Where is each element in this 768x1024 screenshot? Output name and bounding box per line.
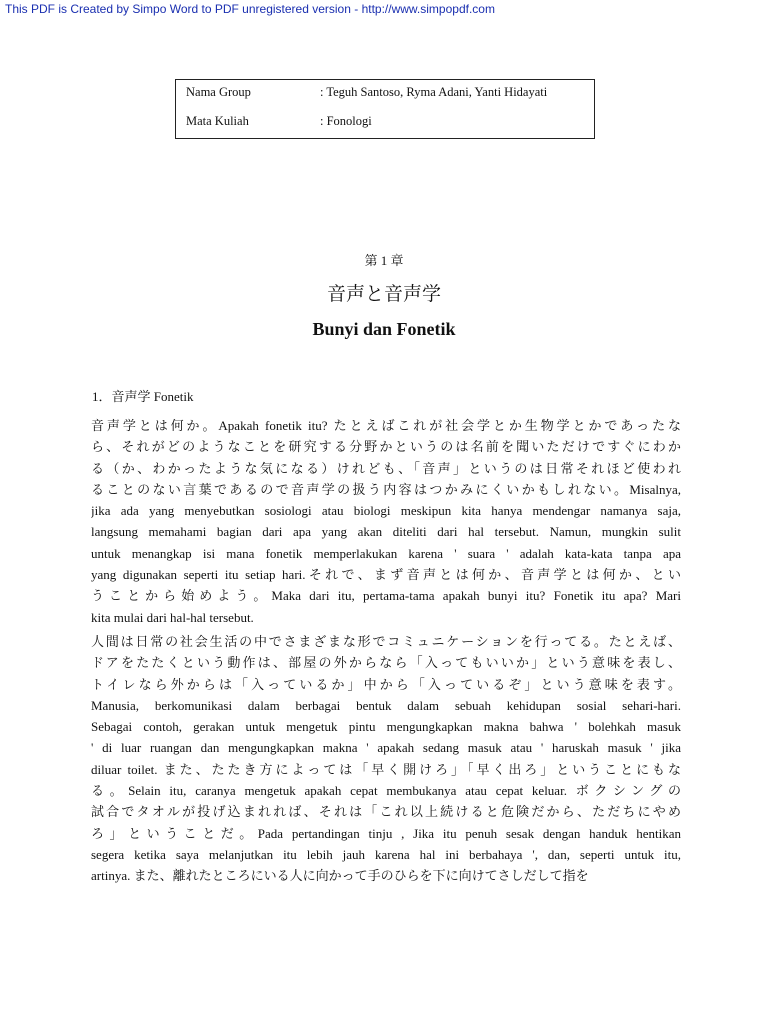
text-line: segera ketika saya melanjutkan itu lebih jauh karena hal ini berbahaya ', dan, seperti untuk itu,	[91, 846, 681, 862]
text-line: artinya. また、離れたところにいる人に向かって手のひらを下に向けてさしだして指を	[91, 868, 589, 884]
text-line: 音声学とは何か。Apakah fonetik itu? たとえばこれが社会学とか生物学とかであったな	[91, 418, 681, 433]
info-row-course	[186, 114, 588, 132]
text-line: うことから始めよう。Maka dari itu, pertama-tama apakah bunyi itu? Fonetik itu apa? Mari	[91, 588, 681, 604]
info-label: Nama Group	[186, 85, 251, 99]
text-line: ろ」ということだ。Pada pertandingan tinju , Jika itu penuh sesak dengan handuk hentikan	[91, 825, 681, 841]
paragraph-2	[91, 631, 681, 887]
info-value: : Fonologi	[320, 114, 372, 128]
text-line: langsung memahami bagian dari apa yang akan diteliti dari hal tersebut. Namun, mungkin sulit	[91, 524, 681, 540]
text-line: る（か、わかったような気になる）けれども、「音声」というのは日常それほど使われ	[91, 460, 681, 476]
paragraph-1	[91, 415, 681, 628]
text-line: untuk menangkap isi mana fonetik memperlakukan karena ' suara ' adalah kata-kata tanpa apa	[91, 545, 681, 561]
text-line: Sebagai contoh, gerakan untuk mengetuk pintu mengungkapkan makna bahwa ' bolehkah masuk	[91, 719, 681, 735]
text-line: 試合でタオルが投げ込まれれば、それは「これ以上続けると危険だから、ただちにやめ	[91, 804, 681, 820]
title-indonesian: Bunyi dan Fonetik	[312, 319, 456, 339]
text-line: トイレなら外からは「入っているか」中から「入っているぞ」という意味を表す。	[91, 676, 681, 692]
title-japanese: 音声と音声学	[326, 283, 441, 305]
info-box	[175, 79, 595, 139]
text-line: ることのない言葉であるので音声学の扱う内容はつかみにくいかもしれない。Misalnya,	[91, 481, 681, 497]
text-line: diluar toilet. また、たたき方によっては「早く開けろ」「早く出ろ」ということにもな	[91, 761, 681, 777]
watermark-text: This PDF is Created by Simpo Word to PDF unregistered version - http://www.simpopdf.com	[5, 2, 495, 16]
text-line: kita mulai dari hal-hal tersebut.	[91, 609, 254, 625]
section-heading: 1．音声学 Fonetik	[92, 389, 194, 404]
info-value: : Teguh Santoso, Ryma Adani, Yanti Hidayati	[320, 85, 548, 99]
text-line: jika ada yang menyebutkan sosiologi atau biologi meskipun kita hanya mendengar namanya saja,	[91, 503, 681, 519]
text-line: Manusia, berkomunikasi dalam berbagai bentuk dalam sebuah kehidupan sosial sehari-hari.	[91, 697, 681, 713]
text-line: 人間は日常の社会生活の中でさまざまな形でコミュニケーションを行ってる。たとえば、	[91, 634, 681, 649]
text-line: yang digunakan seperti itu setiap hari.それで、まず音声とは何か、音声学とは何か、とい	[91, 567, 681, 583]
chapter-number: 第 1 章	[364, 253, 404, 268]
info-row-group	[186, 85, 588, 103]
text-line: ら、それがどのようなことを研究する分野かというのは名前を聞いただけですぐにわか	[91, 439, 681, 455]
text-line: る。Selain itu, caranya mengetuk apakah cepat membukanya atau cepat keluar. ボクシングの	[91, 783, 681, 799]
text-line: ドアをたたくという動作は、部屋の外からなら「入ってもいいか」という意味を表し、	[91, 655, 681, 671]
text-line: ' di luar ruangan dan mengungkapkan makna ' apakah sedang masuk atau ' haruskah masuk ' jika	[91, 740, 681, 756]
info-label: Mata Kuliah	[186, 114, 249, 128]
